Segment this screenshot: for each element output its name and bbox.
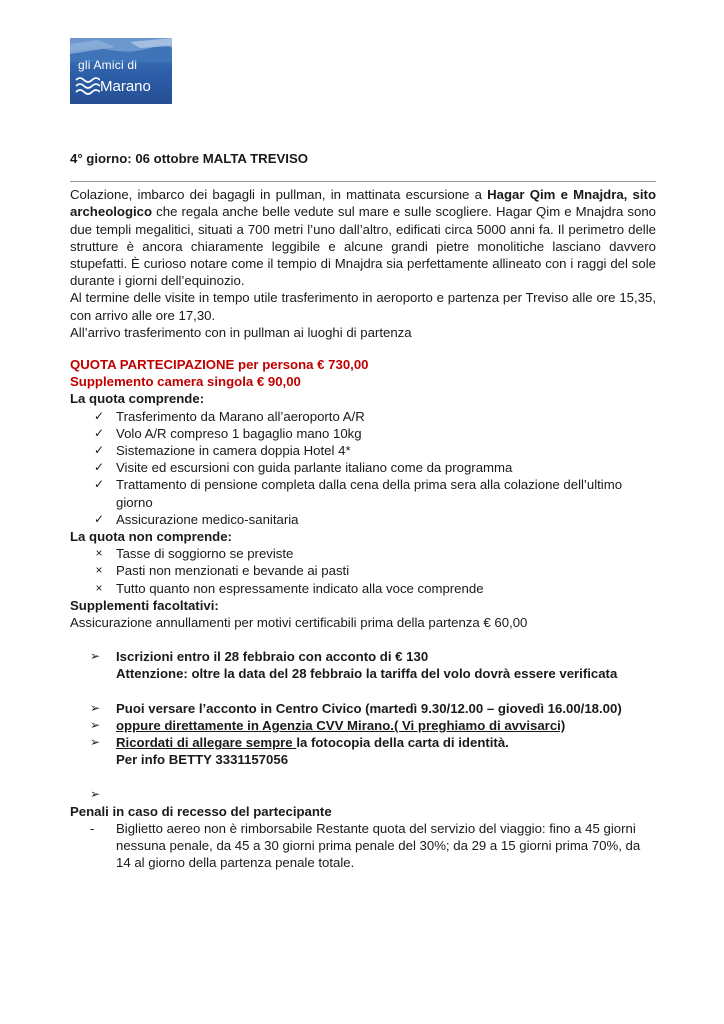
spacer <box>70 631 656 648</box>
check-mark-icon: ✓ <box>93 511 105 526</box>
list-item <box>90 700 656 717</box>
list-item <box>90 648 656 682</box>
arrowhead-bullet-icon: ➢ <box>90 717 101 732</box>
spacer <box>70 769 656 786</box>
empty-bullet-list <box>70 786 656 803</box>
day-title: 4° giorno: 06 ottobre MALTA TREVISO <box>70 151 309 166</box>
spacer <box>70 683 656 700</box>
list-item-text: Biglietto aereo non è rimborsabile Restante quota del servizio del viaggio: fino a 45 giorni nessuna penale, da 45 a 30 giorni prima penale del 30%; da 29 a 15 giorni prima 70%, da 14 al giorno della partenza penale totale. <box>116 820 641 871</box>
list-item <box>90 820 656 872</box>
check-mark-icon: ✓ <box>93 477 105 492</box>
optional-insurance: Assicurazione annullamenti per motivi certificabili prima della partenza € 60,00 <box>70 615 528 631</box>
check-mark-icon: ✓ <box>93 408 105 423</box>
list-item-text: Trasferimento da Marano all’aeroporto A/R <box>116 408 365 424</box>
cross-icon: × <box>95 580 103 595</box>
excludes-title: La quota non comprende: <box>70 529 232 545</box>
list-item-text: Tutto quanto non espressamente indicato alla voce comprende <box>116 580 484 596</box>
list-item-text: Volo A/R compreso 1 bagaglio mano 10kg <box>116 425 362 441</box>
list-item <box>90 408 656 425</box>
includes-title: La quota comprende: <box>70 391 205 407</box>
reminder-note-rest: la fotocopia della carta di identità. <box>296 735 509 751</box>
list-item-text: Tasse di soggiorno se previste <box>116 546 294 562</box>
logo-text-line2: Marano <box>100 78 151 95</box>
divider <box>70 181 656 182</box>
transfer-paragraph: Al termine delle visite in tempo utile trasferimento in aeroporto e partenza per Treviso alle ore 15,35, con arrivo alle ore 17,30. <box>70 290 656 323</box>
check-mark-icon: ✓ <box>93 425 105 440</box>
logo-text-line1: gli Amici di <box>78 58 138 72</box>
list-item <box>90 717 656 734</box>
list-item-text: Pasti non menzionati e bevande ai pasti <box>116 563 350 579</box>
list-item-text: Assicurazione medico-sanitaria <box>116 511 299 527</box>
penalties-title: Penali in caso di recesso del partecipante <box>70 803 332 819</box>
registration-note: Iscrizioni entro il 28 febbraio con acconto di € 130 <box>116 649 429 665</box>
excludes-list <box>70 545 656 597</box>
dash-bullet-icon: - <box>90 820 95 836</box>
notes-list <box>70 648 656 682</box>
list-item <box>90 511 656 528</box>
logo <box>70 38 172 104</box>
arrowhead-bullet-icon: ➢ <box>90 649 101 664</box>
list-item <box>90 425 656 442</box>
list-item <box>90 459 656 476</box>
intro-paragraph <box>70 186 656 289</box>
list-item <box>90 562 656 579</box>
deposit-note: Puoi versare l’acconto in Centro Civico (martedì 9.30/12.00 – giovedì 16.00/18.00) <box>116 700 622 716</box>
reminder-note-underlined: Ricordati di allegare sempre <box>116 735 297 751</box>
cross-icon: × <box>95 546 103 561</box>
intro-text-a: Colazione, imbarco dei bagagli in pullman, in mattinata escursione a <box>70 187 488 203</box>
attention-note: Attenzione: oltre la data del 28 febbraio la tariffa del volo dovrà essere verificata <box>116 666 618 682</box>
price-quota: QUOTA PARTECIPAZIONE per persona € 730,00 <box>70 357 369 373</box>
document-body <box>70 150 656 872</box>
info-contact: Per info BETTY 3331157056 <box>116 752 289 768</box>
check-mark-icon: ✓ <box>93 460 105 475</box>
list-item <box>90 442 656 459</box>
arrival-paragraph: All’arrivo trasferimento con in pullman ai luoghi di partenza <box>70 324 412 340</box>
list-item-text: Trattamento di pensione completa dalla cena della prima sera alla colazione dell’ultimo giorno <box>116 477 623 510</box>
list-item <box>90 476 656 510</box>
penalties-list <box>70 820 656 872</box>
list-item <box>90 734 656 768</box>
list-item <box>90 545 656 562</box>
list-item-text: Sistemazione in camera doppia Hotel 4* <box>116 443 351 459</box>
list-item <box>90 786 656 803</box>
arrowhead-bullet-icon: ➢ <box>90 786 101 801</box>
agency-note: oppure direttamente in Agenzia CVV Mirano.( Vi preghiamo di avvisarci) <box>116 717 566 733</box>
intro-text-c: che regala anche belle vedute sul mare e sulle scogliere. Hagar Qim e Mnajdra sono due templi megalitici, situati a 700 metri l’uno dall’altro, edificati circa 5000 anni fa. Il perimetro delle strutture è ancora chiaramente leggibile e alcune grandi pietre monolitiche lasciano davvero stupefatti. È curioso notare come il tempio di Mnajdra sia perfettamente allineato con i raggi del sole durante i giorni dell’equinozio. <box>70 204 656 289</box>
list-item-text: Visite ed escursioni con guida parlante italiano come da programma <box>116 460 513 476</box>
intro-highlight: Hagar Qim e Mnajdra, sito archeologico <box>70 187 656 220</box>
payment-list <box>70 700 656 769</box>
arrowhead-bullet-icon: ➢ <box>90 700 101 715</box>
cross-icon: × <box>95 563 103 578</box>
list-item <box>90 580 656 597</box>
arrowhead-bullet-icon: ➢ <box>90 735 101 750</box>
includes-list <box>70 408 656 528</box>
waves-icon <box>74 74 100 96</box>
optional-title: Supplementi facoltativi: <box>70 597 219 613</box>
price-supplement: Supplemento camera singola € 90,00 <box>70 374 301 390</box>
check-mark-icon: ✓ <box>93 443 105 458</box>
